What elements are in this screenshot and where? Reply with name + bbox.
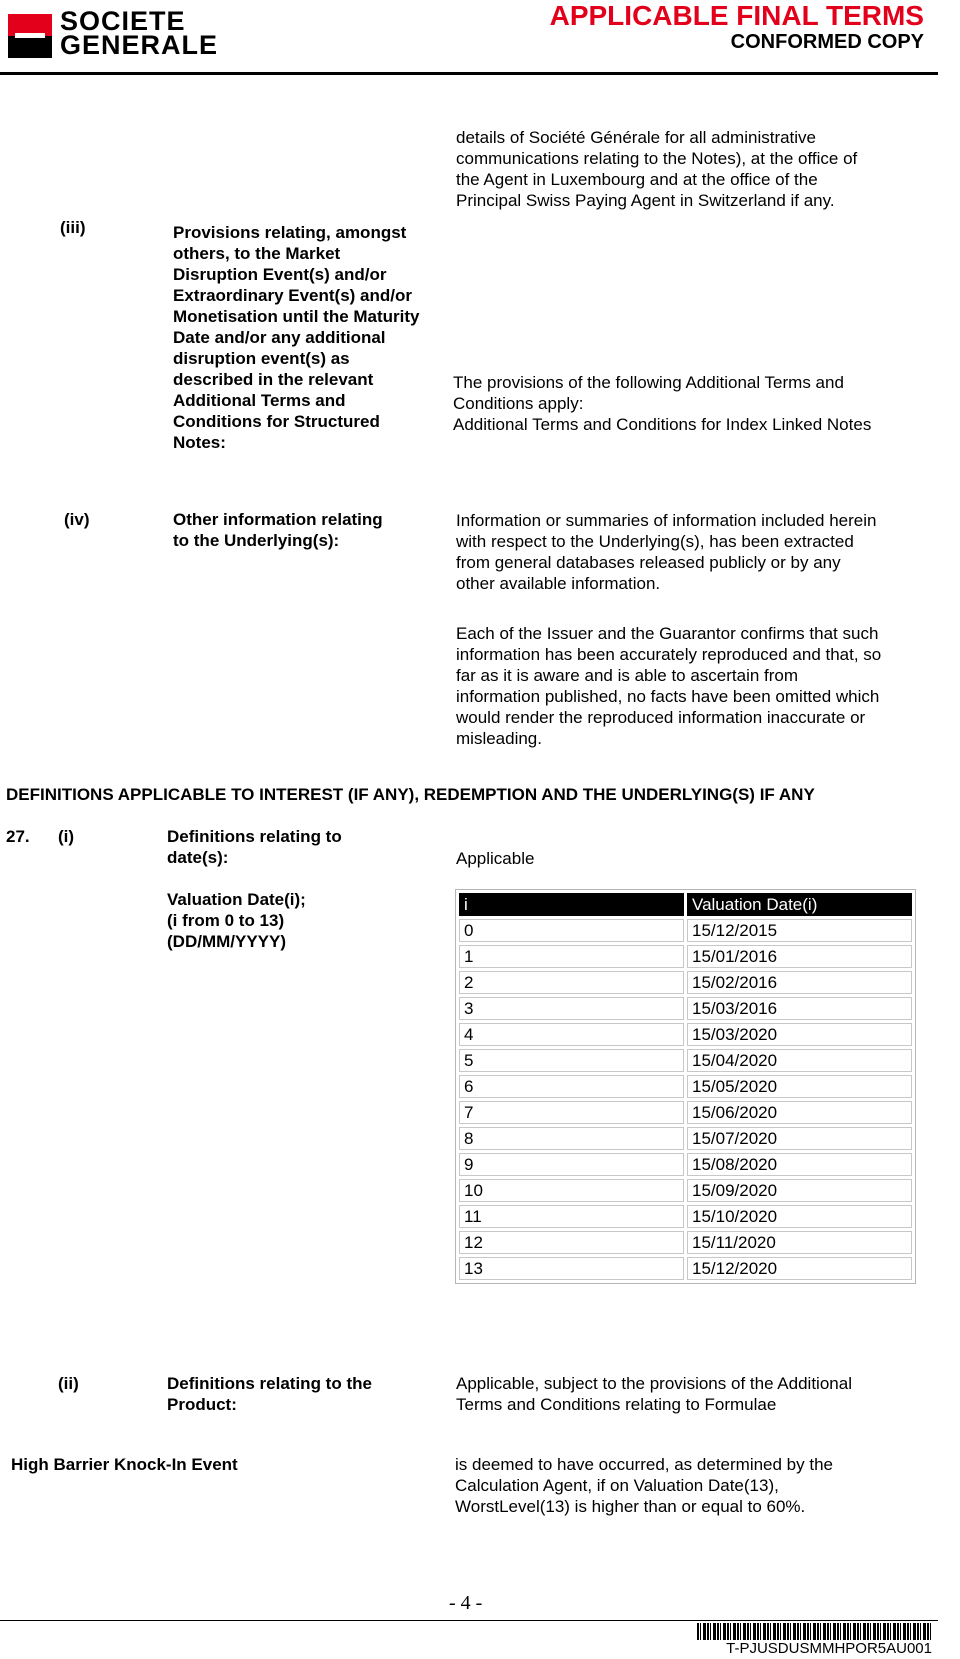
text-line: Other information relating	[173, 510, 383, 529]
text-line: Monetisation until the Maturity	[173, 307, 420, 326]
table-row	[459, 1257, 912, 1280]
item-ii-label	[167, 1373, 427, 1415]
table-cell: 15/10/2020	[687, 1205, 912, 1228]
item-27-value: Applicable	[456, 849, 535, 868]
text-line: Notes:	[173, 433, 226, 452]
text-line: Extraordinary Event(s) and/or	[173, 286, 413, 305]
item-iv-label	[173, 509, 433, 551]
footer-divider	[0, 1620, 938, 1621]
text-line: would render the reproduced information inaccurate or	[456, 708, 866, 727]
text-line: disruption event(s) as	[173, 349, 350, 368]
text-line: described in the relevant	[173, 370, 374, 389]
text-line: far as it is aware and is able to ascertain from	[456, 666, 799, 685]
table-row	[459, 1127, 912, 1150]
table-cell: 6	[459, 1075, 684, 1098]
text-line: WorstLevel(13) is higher than or equal to 60%.	[455, 1497, 806, 1516]
table-cell: 3	[459, 997, 684, 1020]
text-line: communications relating to the Notes), at the office of	[456, 149, 858, 168]
item-iii-label	[173, 222, 453, 453]
text-line: Each of the Issuer and the Guarantor confirms that such	[456, 624, 879, 643]
valuation-date-table	[455, 889, 916, 1284]
text-line: (i from 0 to 13)	[167, 911, 285, 930]
table-cell: 4	[459, 1023, 684, 1046]
table-row	[459, 1179, 912, 1202]
text-line: to the Underlying(s):	[173, 531, 340, 550]
text-line: Information or summaries of information included herein	[456, 511, 877, 530]
text-line: Conditions apply:	[453, 394, 584, 413]
text-line: Terms and Conditions relating to Formulae	[456, 1395, 777, 1414]
table-row	[459, 1231, 912, 1254]
text-line: Provisions relating, amongst	[173, 223, 407, 242]
item-27-sub-number: (i)	[58, 827, 75, 846]
document-subtitle: CONFORMED COPY	[730, 31, 924, 53]
table-row	[459, 971, 912, 994]
item-27-label	[167, 826, 427, 868]
table-cell: 15/03/2020	[687, 1023, 912, 1046]
item-iv-paragraph-2	[456, 623, 926, 749]
table-row	[459, 945, 912, 968]
text-line: Definitions relating to	[167, 827, 342, 846]
text-line: the Agent in Luxembourg and at the office of the	[456, 170, 818, 189]
text-line: Additional Terms and Conditions for Index Linked Notes	[453, 415, 872, 434]
table-cell: 1	[459, 945, 684, 968]
table-cell: 15/03/2016	[687, 997, 912, 1020]
logo-line-2: GENERALE	[60, 30, 219, 60]
table-cell: 5	[459, 1049, 684, 1072]
table-cell: 15/08/2020	[687, 1153, 912, 1176]
table-cell: 15/06/2020	[687, 1101, 912, 1124]
barcode-icon	[697, 1623, 932, 1640]
table-cell: 15/01/2016	[687, 945, 912, 968]
text-line: with respect to the Underlying(s), has been extracted	[456, 532, 854, 551]
text-line: Calculation Agent, if on Valuation Date(13),	[455, 1476, 779, 1495]
table-row	[459, 1049, 912, 1072]
table-row	[459, 919, 912, 942]
text-line: others, to the Market	[173, 244, 341, 263]
text-line: Additional Terms and	[173, 391, 346, 410]
item-iii-number: (iii)	[60, 218, 86, 237]
text-line: details of Société Générale for all administrative	[456, 128, 817, 147]
item-iii-value	[453, 372, 933, 435]
text-line: Product:	[167, 1395, 237, 1414]
text-line: is deemed to have occurred, as determined by the	[455, 1455, 833, 1474]
table-cell: 15/02/2016	[687, 971, 912, 994]
table-row	[459, 1075, 912, 1098]
table-row	[459, 1023, 912, 1046]
table-cell: 0	[459, 919, 684, 942]
table-cell: 15/12/2020	[687, 1257, 912, 1280]
text-line: information has been accurately reproduced and that, so	[456, 645, 882, 664]
item-iv-paragraph-1	[456, 510, 921, 594]
table-cell: 2	[459, 971, 684, 994]
table-cell: 11	[459, 1205, 684, 1228]
societe-generale-logo-icon	[8, 14, 52, 58]
text-line: Principal Swiss Paying Agent in Switzerland if any.	[456, 191, 835, 210]
table-cell: 8	[459, 1127, 684, 1150]
logo-line-1: SOCIETE	[60, 6, 186, 36]
text-line: misleading.	[456, 729, 542, 748]
table-cell: 13	[459, 1257, 684, 1280]
document-title: APPLICABLE FINAL TERMS	[549, 0, 924, 31]
barcode-text: T-PJUSDUSMMHPOR5AU001	[726, 1640, 932, 1657]
valuation-date-label	[167, 889, 427, 952]
table-row	[459, 1101, 912, 1124]
text-line: (DD/MM/YYYY)	[167, 932, 286, 951]
text-line: Conditions for Structured	[173, 412, 380, 431]
text-line: other available information.	[456, 574, 661, 593]
table-cell: 15/07/2020	[687, 1127, 912, 1150]
item-iv-number: (iv)	[64, 510, 90, 529]
item-ii-number: (ii)	[58, 1374, 79, 1393]
table-row	[459, 997, 912, 1020]
logo-wordmark	[60, 6, 219, 60]
table-cell: 15/09/2020	[687, 1179, 912, 1202]
text-line: Definitions relating to the	[167, 1374, 372, 1393]
text-line: date(s):	[167, 848, 229, 867]
high-barrier-label: High Barrier Knock-In Event	[11, 1455, 238, 1474]
table-header-cell: i	[459, 893, 684, 916]
continuation-paragraph	[456, 127, 921, 211]
high-barrier-value	[455, 1454, 925, 1517]
table-cell: 7	[459, 1101, 684, 1124]
table-header-row	[459, 893, 912, 916]
text-line: The provisions of the following Additional Terms and	[453, 373, 844, 392]
table-cell: 15/04/2020	[687, 1049, 912, 1072]
text-line: information published, no facts have been omitted which	[456, 687, 880, 706]
table-row	[459, 1205, 912, 1228]
header-divider	[0, 72, 938, 75]
table-cell: 10	[459, 1179, 684, 1202]
item-ii-value	[456, 1373, 921, 1415]
table-cell: 15/05/2020	[687, 1075, 912, 1098]
table-cell: 15/11/2020	[687, 1231, 912, 1254]
text-line: Disruption Event(s) and/or	[173, 265, 387, 284]
table-cell: 12	[459, 1231, 684, 1254]
table-cell: 9	[459, 1153, 684, 1176]
table-row	[459, 1153, 912, 1176]
section-heading: DEFINITIONS APPLICABLE TO INTEREST (IF ANY), REDEMPTION AND THE UNDERLYING(S) IF ANY	[6, 785, 815, 804]
table-header-cell: Valuation Date(i)	[687, 893, 912, 916]
table-cell: 15/12/2015	[687, 919, 912, 942]
item-27-number: 27.	[6, 827, 30, 846]
text-line: Date and/or any additional	[173, 328, 386, 347]
page-number: - 4 -	[449, 1592, 483, 1614]
text-line: from general databases released publicly or by any	[456, 553, 841, 572]
text-line: Valuation Date(i);	[167, 890, 306, 909]
text-line: Applicable, subject to the provisions of the Additional	[456, 1374, 852, 1393]
